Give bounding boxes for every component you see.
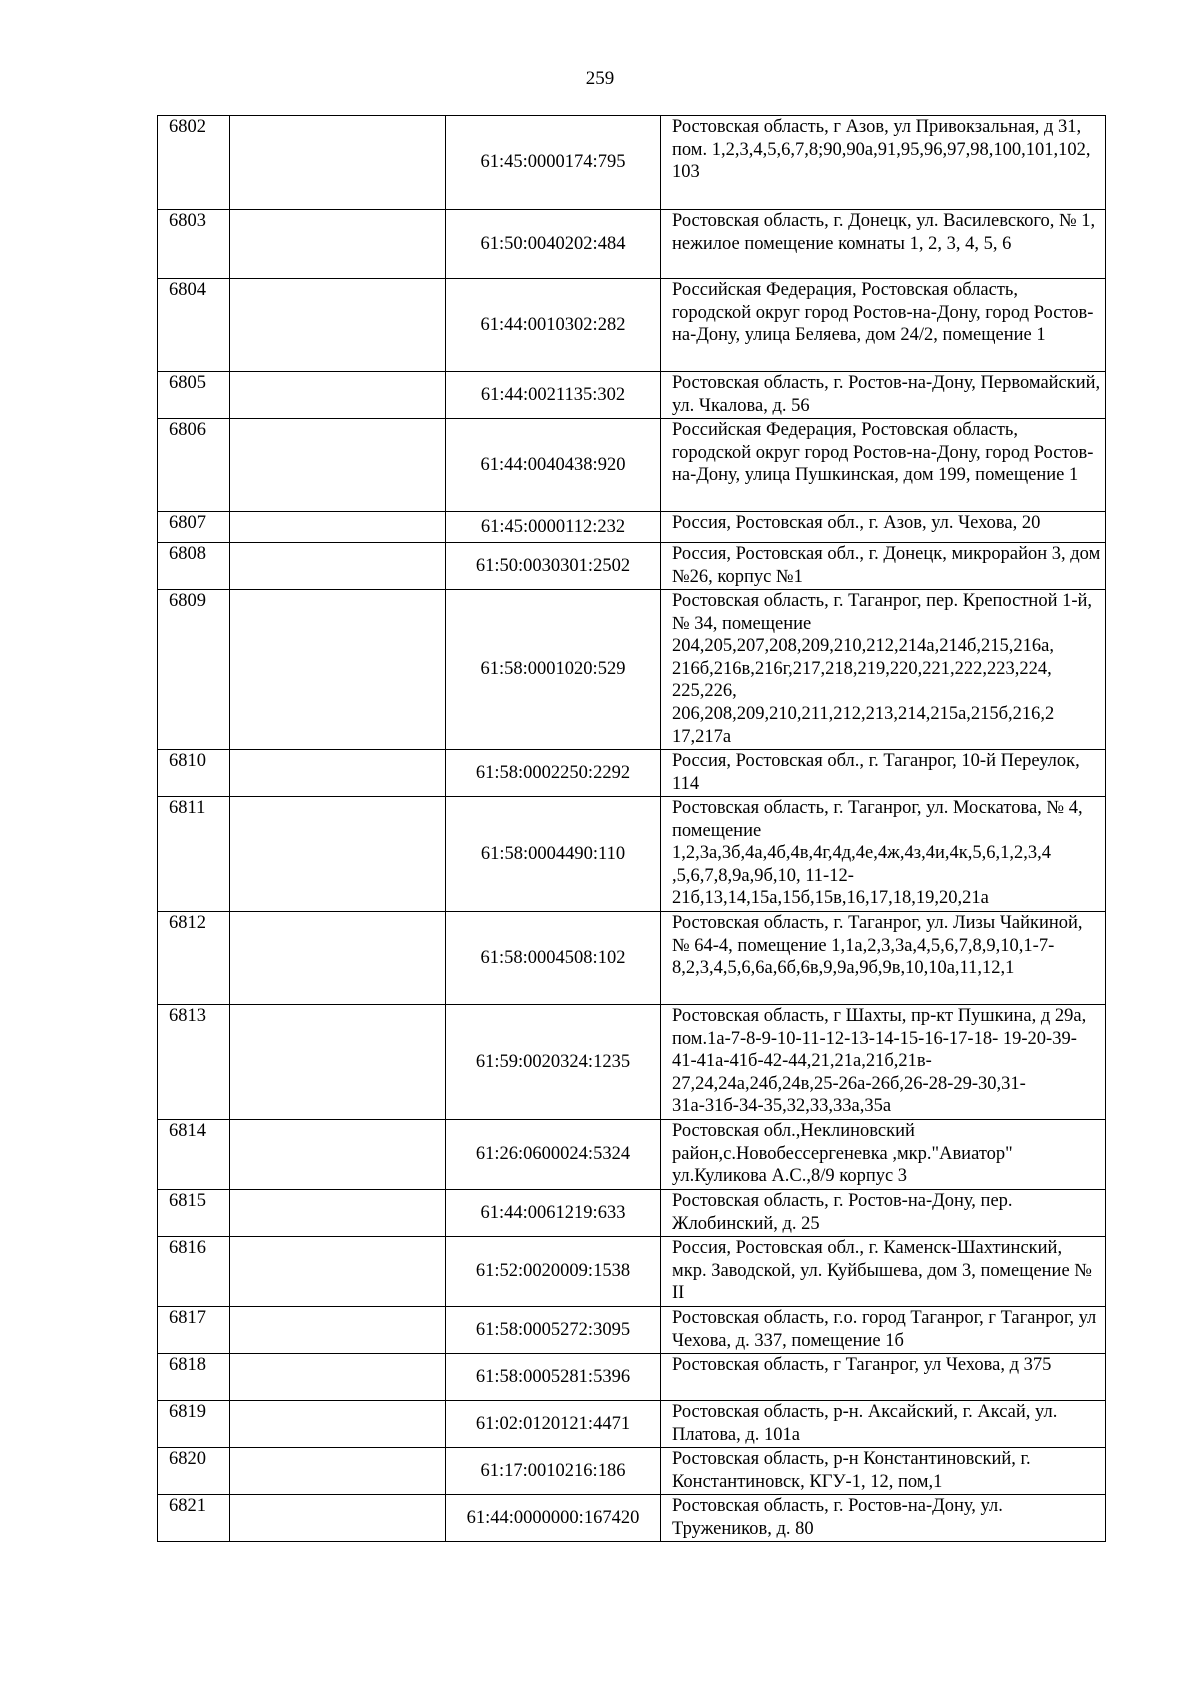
table-row bbox=[158, 279, 1106, 372]
address: Ростовская область, г Шахты, пр-кт Пушкина, д 29а, пом.1а-7-8-9-10-11-12-13-14-15-16-17-18- 19-20-39-41-41а-41б-42-44,21,21а,21б,21в- 27,24,24а,24б,24в,25-26а-26б,26-28-29-30,31- 31а-31б-34-35,32,33,33а,35а bbox=[661, 1005, 1106, 1120]
cadastral-number: 61:44:0061219:633 bbox=[446, 1190, 661, 1237]
table-row bbox=[158, 512, 1106, 543]
record-number: 6821 bbox=[158, 1495, 230, 1542]
empty-cell bbox=[230, 512, 446, 543]
cadastral-number: 61:26:0600024:5324 bbox=[446, 1120, 661, 1190]
empty-cell bbox=[230, 1495, 446, 1542]
record-number: 6819 bbox=[158, 1401, 230, 1448]
record-number: 6811 bbox=[158, 797, 230, 912]
cadastral-number: 61:50:0030301:2502 bbox=[446, 543, 661, 590]
address: Ростовская область, г. Таганрог, ул. Москатова, № 4, помещение 1,2,3а,3б,4а,4б,4в,4г,4д,4е,4ж,4з,4и,4к,5,6,1,2,3,4 ,5,6,7,8,9а,9б,10, 11-12- 21б,13,14,15а,15б,15в,16,17,18,19,20,21а bbox=[661, 797, 1106, 912]
records-table bbox=[157, 115, 1106, 1542]
empty-cell bbox=[230, 1005, 446, 1120]
cadastral-number: 61:58:0005272:3095 bbox=[446, 1307, 661, 1354]
record-number: 6809 bbox=[158, 590, 230, 750]
address: Ростовская область, р-н. Аксайский, г. Аксай, ул. Платова, д. 101а bbox=[661, 1401, 1106, 1448]
address: Ростовская область, г. Ростов-на-Дону, Первомайский, ул. Чкалова, д. 56 bbox=[661, 372, 1106, 419]
cadastral-number: 61:58:0002250:2292 bbox=[446, 750, 661, 797]
record-number: 6806 bbox=[158, 419, 230, 512]
address: Ростовская область, г. Ростов-на-Дону, ул. Тружеников, д. 80 bbox=[661, 1495, 1106, 1542]
address: Ростовская область, г. Таганрог, пер. Крепостной 1-й, № 34, помещение 204,205,207,208,209,210,212,214а,214б,215,216а, 216б,216в,216г,217,218,219,220,221,222,223,224, 225,226, 206,208,209,210,211,212,213,214,215а,215б,216,2 17,217а bbox=[661, 590, 1106, 750]
record-number: 6820 bbox=[158, 1448, 230, 1495]
empty-cell bbox=[230, 543, 446, 590]
cadastral-number: 61:52:0020009:1538 bbox=[446, 1237, 661, 1307]
table-row bbox=[158, 1190, 1106, 1237]
record-number: 6814 bbox=[158, 1120, 230, 1190]
empty-cell bbox=[230, 1120, 446, 1190]
address: Ростовская область, г Таганрог, ул Чехова, д 375 bbox=[661, 1354, 1106, 1401]
table-row bbox=[158, 116, 1106, 210]
record-number: 6803 bbox=[158, 210, 230, 279]
address: Российская Федерация, Ростовская область, городской округ город Ростов-на-Дону, город Ростов-на-Дону, улица Беляева, дом 24/2, помещение 1 bbox=[661, 279, 1106, 372]
empty-cell bbox=[230, 1307, 446, 1354]
cadastral-number: 61:44:0040438:920 bbox=[446, 419, 661, 512]
records-table-body bbox=[158, 116, 1106, 1542]
record-number: 6804 bbox=[158, 279, 230, 372]
address: Россия, Ростовская обл., г. Каменск-Шахтинский, мкр. Заводской, ул. Куйбышева, дом 3, помещение № II bbox=[661, 1237, 1106, 1307]
cadastral-number: 61:58:0004490:110 bbox=[446, 797, 661, 912]
table-row bbox=[158, 590, 1106, 750]
cadastral-number: 61:45:0000174:795 bbox=[446, 116, 661, 210]
empty-cell bbox=[230, 419, 446, 512]
record-number: 6813 bbox=[158, 1005, 230, 1120]
table-row bbox=[158, 1354, 1106, 1401]
record-number: 6810 bbox=[158, 750, 230, 797]
empty-cell bbox=[230, 116, 446, 210]
record-number: 6802 bbox=[158, 116, 230, 210]
table-row bbox=[158, 419, 1106, 512]
record-number: 6805 bbox=[158, 372, 230, 419]
empty-cell bbox=[230, 750, 446, 797]
record-number: 6812 bbox=[158, 912, 230, 1005]
table-row bbox=[158, 1120, 1106, 1190]
cadastral-number: 61:44:0021135:302 bbox=[446, 372, 661, 419]
table-row bbox=[158, 1495, 1106, 1542]
table-row bbox=[158, 543, 1106, 590]
address: Ростовская область, р-н Константиновский, г. Константиновск, КГУ-1, 12, пом,1 bbox=[661, 1448, 1106, 1495]
empty-cell bbox=[230, 1190, 446, 1237]
cadastral-number: 61:59:0020324:1235 bbox=[446, 1005, 661, 1120]
empty-cell bbox=[230, 797, 446, 912]
empty-cell bbox=[230, 912, 446, 1005]
cadastral-number: 61:45:0000112:232 bbox=[446, 512, 661, 543]
address: Ростовская область, г. Ростов-на-Дону, пер. Жлобинский, д. 25 bbox=[661, 1190, 1106, 1237]
address: Российская Федерация, Ростовская область, городской округ город Ростов-на-Дону, город Ростов-на-Дону, улица Пушкинская, дом 199, помещение 1 bbox=[661, 419, 1106, 512]
record-number: 6815 bbox=[158, 1190, 230, 1237]
empty-cell bbox=[230, 1448, 446, 1495]
record-number: 6816 bbox=[158, 1237, 230, 1307]
empty-cell bbox=[230, 279, 446, 372]
cadastral-number: 61:50:0040202:484 bbox=[446, 210, 661, 279]
address: Ростовская область, г Азов, ул Привокзальная, д 31, пом. 1,2,3,4,5,6,7,8;90,90а,91,95,96,97,98,100,101,102, 103 bbox=[661, 116, 1106, 210]
address: Ростовская область, г. Таганрог, ул. Лизы Чайкиной, № 64-4, помещение 1,1а,2,3,3а,4,5,6,7,8,9,10,1-7- 8,2,3,4,5,6,6а,6б,6в,9,9а,9б,9в,10,10а,11,12,1 bbox=[661, 912, 1106, 1005]
empty-cell bbox=[230, 210, 446, 279]
table-row bbox=[158, 210, 1106, 279]
empty-cell bbox=[230, 1354, 446, 1401]
cadastral-number: 61:58:0004508:102 bbox=[446, 912, 661, 1005]
record-number: 6808 bbox=[158, 543, 230, 590]
table-row bbox=[158, 1448, 1106, 1495]
record-number: 6818 bbox=[158, 1354, 230, 1401]
empty-cell bbox=[230, 1401, 446, 1448]
cadastral-number: 61:02:0120121:4471 bbox=[446, 1401, 661, 1448]
cadastral-number: 61:58:0005281:5396 bbox=[446, 1354, 661, 1401]
address: Ростовская область, г.о. город Таганрог, г Таганрог, ул Чехова, д. 337, помещение 1б bbox=[661, 1307, 1106, 1354]
address: Россия, Ростовская обл., г. Донецк, микрорайон 3, дом №26, корпус №1 bbox=[661, 543, 1106, 590]
address: Ростовская область, г. Донецк, ул. Василевского, № 1, нежилое помещение комнаты 1, 2, 3, 4, 5, 6 bbox=[661, 210, 1106, 279]
empty-cell bbox=[230, 590, 446, 750]
record-number: 6807 bbox=[158, 512, 230, 543]
table-row bbox=[158, 797, 1106, 912]
table-row bbox=[158, 372, 1106, 419]
empty-cell bbox=[230, 1237, 446, 1307]
address: Россия, Ростовская обл., г. Таганрог, 10-й Переулок, 114 bbox=[661, 750, 1106, 797]
cadastral-number: 61:58:0001020:529 bbox=[446, 590, 661, 750]
empty-cell bbox=[230, 372, 446, 419]
address: Ростовская обл.,Неклиновский район,с.Новобессергеневка ,мкр."Авиатор" ул.Куликова А.С.,8/9 корпус 3 bbox=[661, 1120, 1106, 1190]
cadastral-number: 61:44:0010302:282 bbox=[446, 279, 661, 372]
cadastral-number: 61:17:0010216:186 bbox=[446, 1448, 661, 1495]
table-row bbox=[158, 1005, 1106, 1120]
page-number: 259 bbox=[585, 68, 615, 89]
table-row bbox=[158, 750, 1106, 797]
table-row bbox=[158, 1237, 1106, 1307]
address: Россия, Ростовская обл., г. Азов, ул. Чехова, 20 bbox=[661, 512, 1106, 543]
record-number: 6817 bbox=[158, 1307, 230, 1354]
table-row bbox=[158, 1307, 1106, 1354]
table-row bbox=[158, 1401, 1106, 1448]
table-row bbox=[158, 912, 1106, 1005]
cadastral-number: 61:44:0000000:167420 bbox=[446, 1495, 661, 1542]
